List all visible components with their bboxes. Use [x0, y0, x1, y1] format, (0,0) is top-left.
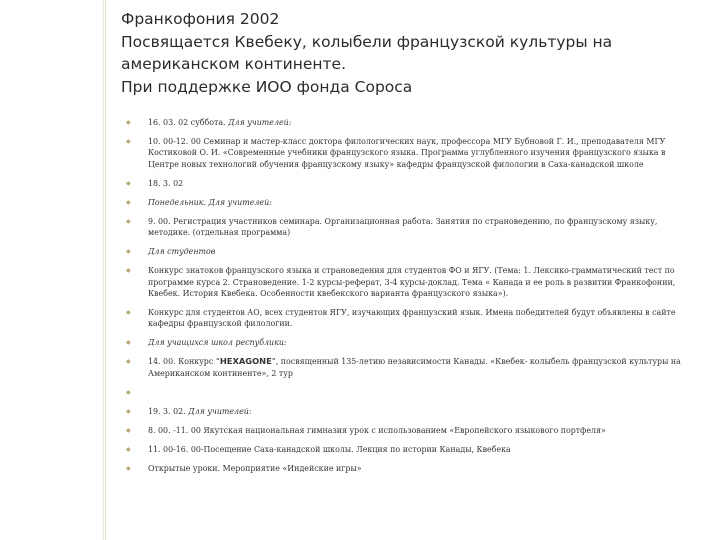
- bullet-icon: ◆: [126, 309, 131, 317]
- item-text: 10. 00-12. 00 Семинар и мастер-класс доктора филологических наук, профессора МГУ Бубновой Г. И., преподавателя МГУ Костиковой О. И. «Современные учебники французского языка. Программа углубленного изучения французского языка в Центре новых технологий обучения французскому языку» кафедры французской филологии в Саха-канадской школе: [148, 137, 666, 169]
- item-italic: Понедельник. Для учителей:: [148, 197, 272, 207]
- item-bold: HEXAGONE: [219, 356, 272, 367]
- bullet-icon: ◆: [126, 179, 131, 187]
- title-line-2: Посвящается Квебеку, колыбели французской культуры на: [121, 32, 613, 51]
- list-item: [126, 337, 698, 348]
- list-item: [126, 197, 698, 208]
- item-text: 9. 00. Регистрация участников семинара. Организационная работа. Занятия по страноведению, по французскому языку, методике. (отдельная программа): [148, 216, 658, 238]
- bullet-icon: ◆: [126, 267, 131, 275]
- item-text: Конкурс знатоков французского языка и страноведения для студентов ФО и ЯГУ. (Тема: 1. Лексико-грамматический тест по программе курса 2. Страноведение. 1-2 курсы-реферат, 3-4 курсы-доклад. Тема « Канада и ее роль в развитии Франкофонии, Квебек. История Квебека. Особенности квебекского варианта французского языка»).: [148, 266, 676, 299]
- item-text: 19. 3. 02.: [148, 406, 189, 416]
- bullet-icon: ◆: [126, 138, 131, 145]
- item-italic: Для учителей:: [188, 406, 252, 416]
- bullet-icon: ◆: [126, 248, 131, 256]
- title-line-1: Франкофония 2002: [121, 10, 280, 28]
- list-item: [126, 117, 698, 128]
- list-item: [126, 136, 698, 170]
- item-text: 18. 3. 02: [148, 178, 184, 188]
- bullet-icon: ◆: [126, 358, 131, 366]
- item-text: 16. 03. 02 суббота.: [148, 118, 229, 127]
- item-text: 8. 00. -11. 00 Якутская национальная гимназия урок с использованием «Европейского языкового портфеля»: [148, 425, 606, 435]
- list-item-empty: [126, 387, 698, 398]
- slide-title: [121, 8, 701, 98]
- item-italic: Для студентов: [148, 247, 216, 257]
- bullet-icon: ◆: [126, 407, 131, 415]
- item-text-cont: ”, посвященный 135-летию независимости Канады. «Квебек- колыбель французской культуры на Американском континенте», 2 тур: [148, 357, 681, 378]
- bullet-icon: ◆: [126, 426, 131, 434]
- item-italic: Для учащихся школ республики:: [148, 338, 287, 348]
- list-item: [126, 463, 698, 474]
- bullet-icon: ◆: [126, 339, 131, 347]
- list-item: [126, 178, 698, 189]
- bullet-icon: ◆: [126, 198, 131, 206]
- list-item: [126, 356, 698, 379]
- item-text: Конкурс для студентов АО, всех студентов ЯГУ, изучающих французский язык. Имена победителей будут объявлены в сайте кафедры французской филологии.: [148, 308, 676, 329]
- slide-border-line: [105, 0, 106, 540]
- bullet-icon: ◆: [126, 464, 131, 472]
- title-line-3: американском континенте.: [121, 55, 346, 73]
- bullet-icon: ◆: [126, 217, 131, 225]
- slide-border-line-outer: [103, 0, 104, 540]
- item-text: Открытые уроки. Мероприятие «Индейские игры»: [148, 463, 362, 473]
- item-text: 11. 00-16. 00-Посещение Саха-канадской школы. Лекция по истории Канады, Квебека: [148, 444, 511, 454]
- list-item: [126, 406, 698, 417]
- bullet-icon: ◆: [126, 119, 131, 126]
- item-italic: Для учителей:: [228, 118, 292, 127]
- bullet-icon: ◆: [126, 445, 131, 453]
- list-item: [126, 246, 698, 257]
- item-text: 14. 00. Конкурс “: [148, 357, 220, 367]
- list-item: [126, 265, 698, 299]
- bullet-list: [126, 117, 698, 482]
- bullet-icon: ◆: [126, 388, 131, 396]
- list-item: [126, 425, 698, 436]
- title-line-4: При поддержке ИОО фонда Сороса: [121, 77, 413, 96]
- list-item: [126, 444, 698, 455]
- list-item: [126, 216, 698, 239]
- list-item: [126, 307, 698, 330]
